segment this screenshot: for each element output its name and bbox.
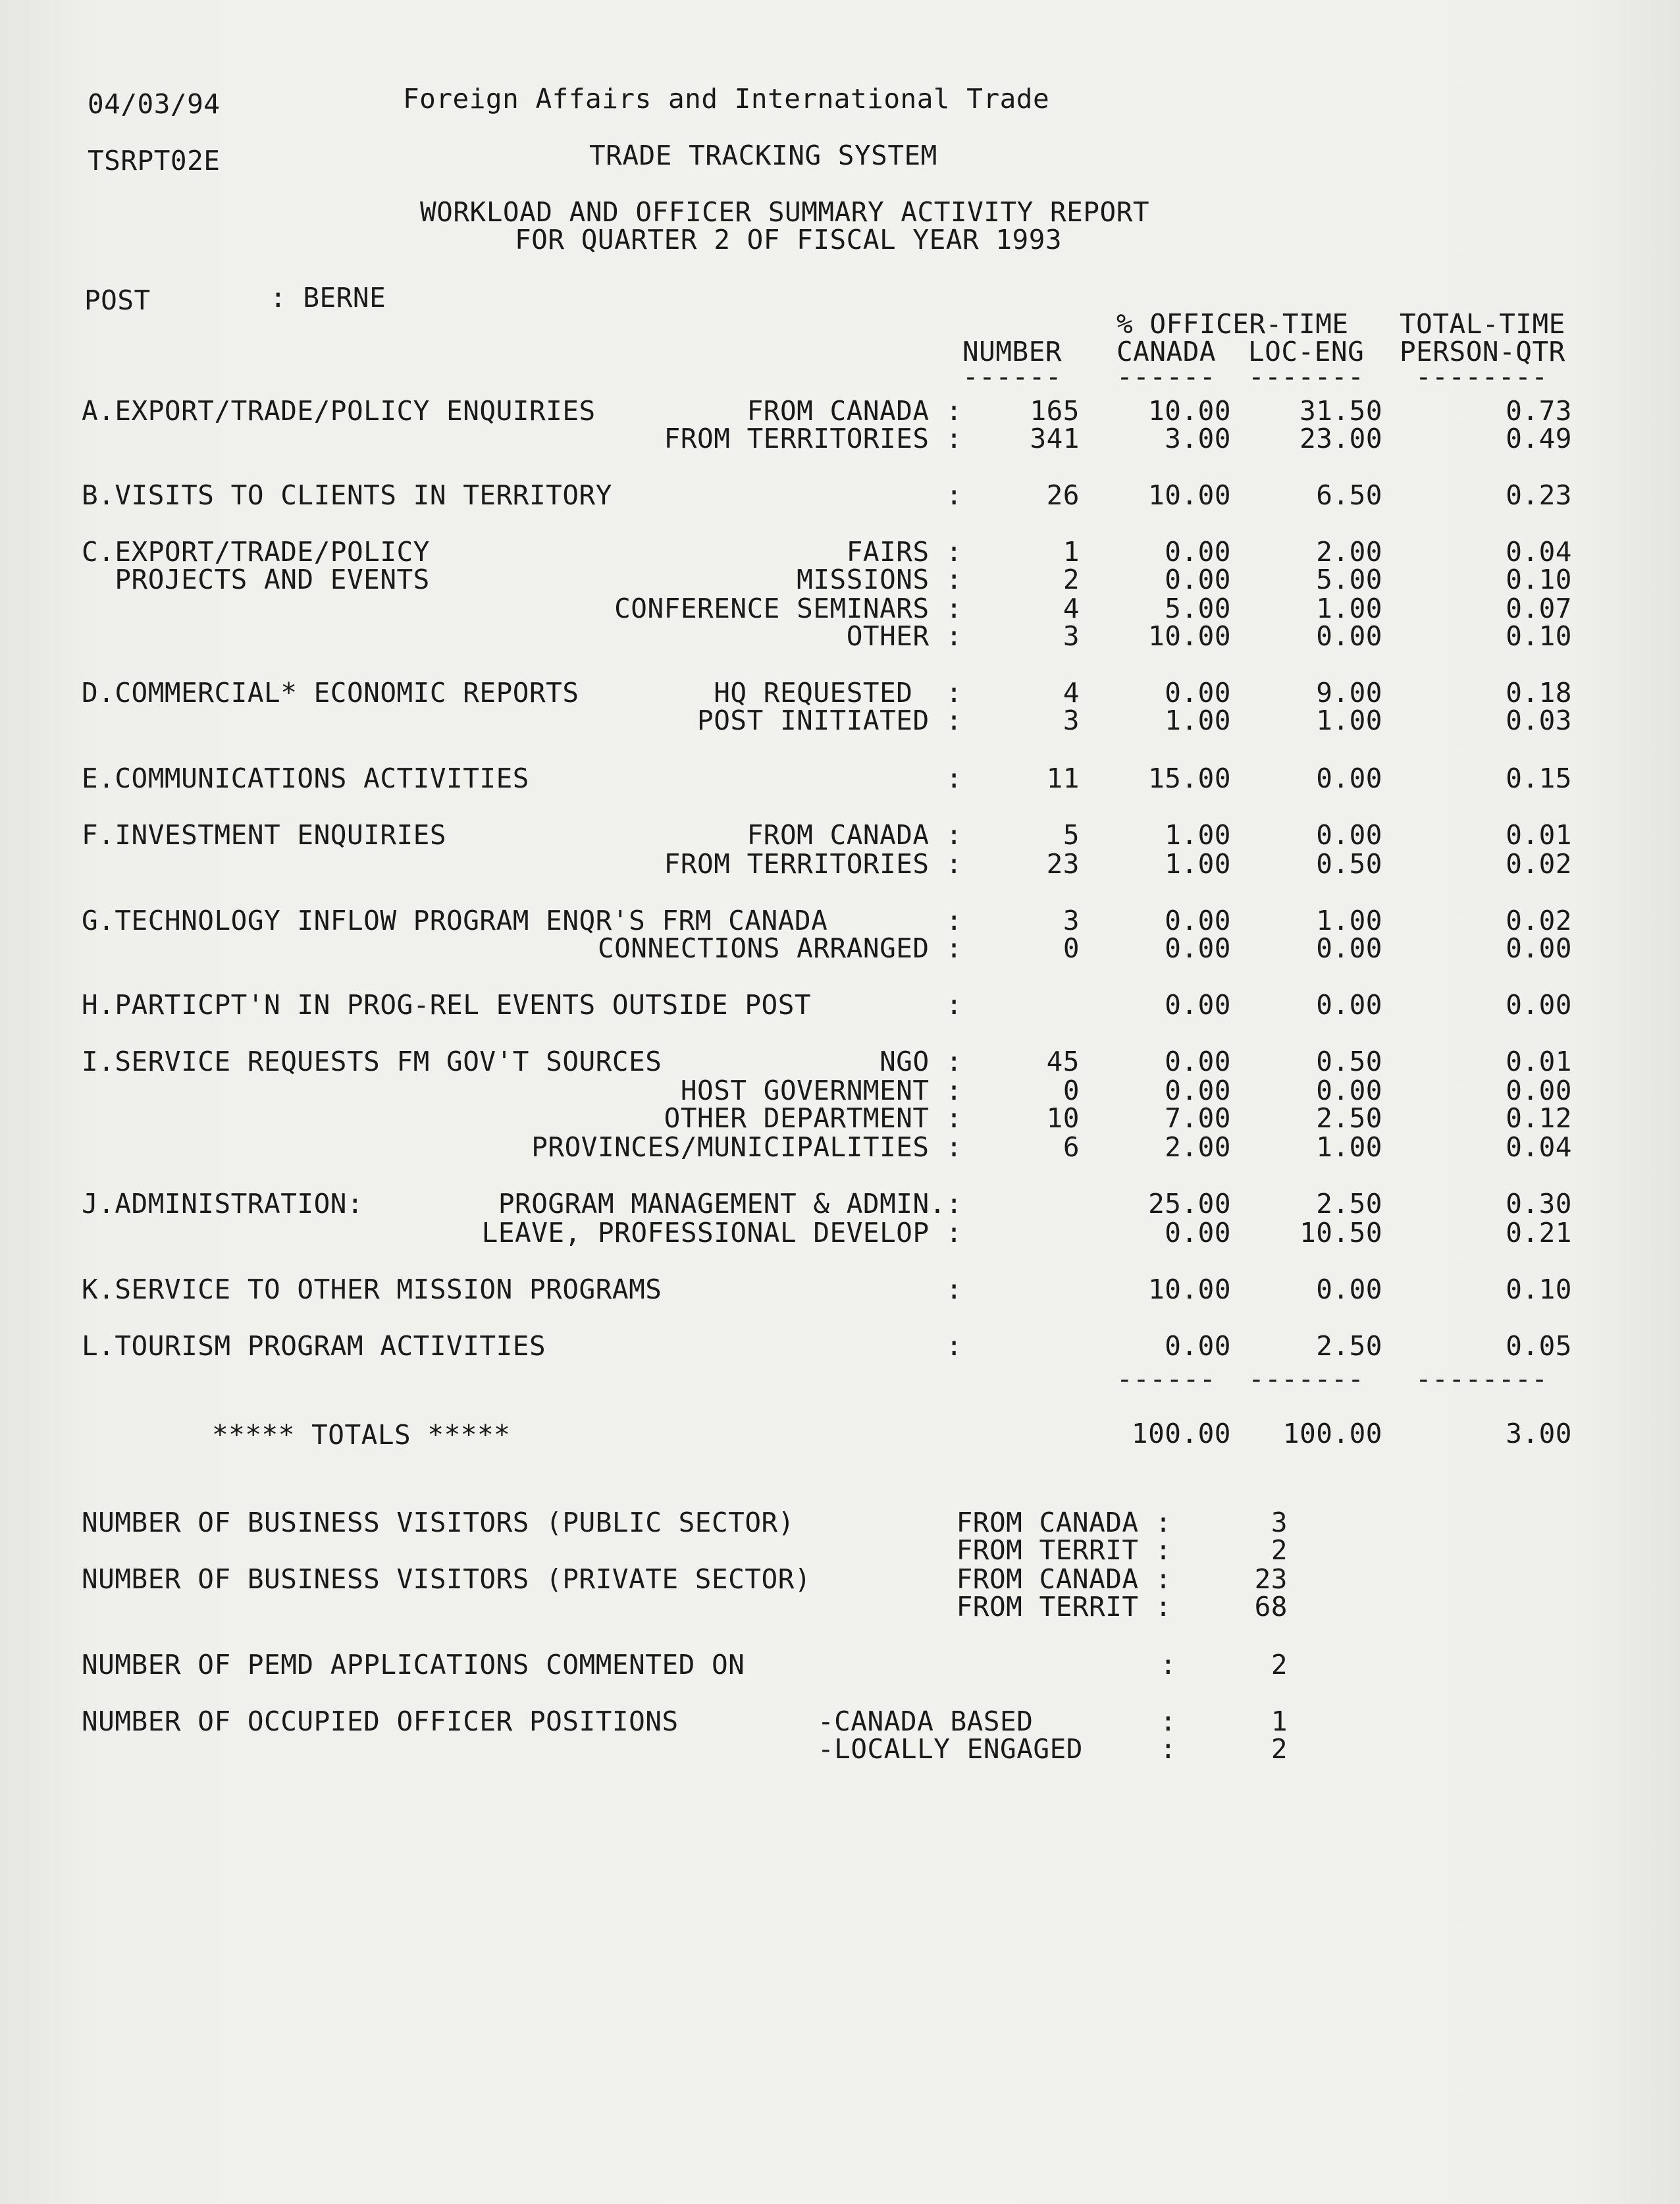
totals-canada: 100.00: [1131, 1418, 1231, 1449]
row-number: 0: [1063, 932, 1080, 964]
row-loc-eng-pct: 6.50: [1316, 479, 1382, 511]
row-sub-label: FROM CANADA :: [747, 819, 962, 851]
visitors-origin: FROM CANADA :: [956, 1563, 1172, 1595]
row-canada-pct: 0.00: [1165, 1330, 1231, 1362]
row-sub-label: HOST GOVERNMENT :: [680, 1075, 962, 1106]
row-sub-label: PROVINCES/MUNICIPALITIES :: [531, 1131, 962, 1163]
row-person-qtr: 0.18: [1506, 677, 1572, 709]
row-person-qtr: 0.04: [1506, 1131, 1572, 1163]
row-person-qtr: 0.23: [1506, 479, 1572, 511]
row-sub-label: LEAVE, PROFESSIONAL DEVELOP :: [481, 1217, 962, 1249]
row-label: D.COMMERCIAL* ECONOMIC REPORTS: [82, 677, 579, 709]
row-canada-pct: 5.00: [1165, 593, 1231, 624]
row-number: 5: [1063, 819, 1080, 851]
row-canada-pct: 1.00: [1165, 819, 1231, 851]
row-person-qtr: 0.10: [1506, 1274, 1572, 1305]
row-number: 3: [1063, 705, 1080, 736]
row-number: 165: [1030, 395, 1080, 427]
row-sub-label: FROM TERRITORIES :: [664, 848, 962, 880]
row-canada-pct: 0.00: [1165, 932, 1231, 964]
row-number: 1: [1063, 536, 1080, 568]
row-label: I.SERVICE REQUESTS FM GOV'T SOURCES: [82, 1046, 662, 1077]
row-number: 26: [1046, 479, 1080, 511]
row-sub-label: :: [945, 989, 962, 1021]
row-number: 10: [1046, 1102, 1080, 1134]
report-code: TSRPT02E: [88, 145, 221, 176]
visitors-origin: FROM TERRIT :: [956, 1591, 1172, 1623]
row-person-qtr: 0.02: [1506, 848, 1572, 880]
row-person-qtr: 0.02: [1506, 905, 1572, 936]
row-label: PROJECTS AND EVENTS: [82, 564, 430, 595]
row-canada-pct: 3.00: [1165, 423, 1231, 454]
row-person-qtr: 0.49: [1506, 423, 1572, 454]
positions-canada-based: -CANADA BASED: [818, 1706, 1034, 1737]
row-label: K.SERVICE TO OTHER MISSION PROGRAMS: [82, 1274, 662, 1305]
row-canada-pct: 0.00: [1165, 989, 1231, 1021]
row-loc-eng-pct: 2.50: [1316, 1188, 1382, 1220]
positions-colon-2: :: [1160, 1733, 1177, 1765]
row-person-qtr: 0.15: [1506, 763, 1572, 794]
row-label: F.INVESTMENT ENQUIRIES: [82, 819, 447, 851]
row-canada-pct: 0.00: [1165, 564, 1231, 595]
row-number: 45: [1046, 1046, 1080, 1077]
row-number: 4: [1063, 677, 1080, 709]
row-number: 23: [1046, 848, 1080, 880]
visitors-count: 2: [1271, 1534, 1288, 1566]
row-canada-pct: 7.00: [1165, 1102, 1231, 1134]
positions-locally-engaged-value: 2: [1271, 1733, 1288, 1765]
row-canada-pct: 2.00: [1165, 1131, 1231, 1163]
row-loc-eng-pct: 0.00: [1316, 819, 1382, 851]
report-subtitle: FOR QUARTER 2 OF FISCAL YEAR 1993: [515, 224, 1063, 255]
row-label: L.TOURISM PROGRAM ACTIVITIES: [82, 1330, 546, 1362]
row-person-qtr: 0.00: [1506, 989, 1572, 1021]
row-loc-eng-pct: 31.50: [1299, 395, 1382, 427]
visitors-count: 3: [1271, 1507, 1288, 1538]
row-label: C.EXPORT/TRADE/POLICY: [82, 536, 430, 568]
row-canada-pct: 10.00: [1148, 620, 1231, 652]
totals-label: ***** TOTALS *****: [212, 1419, 511, 1451]
row-loc-eng-pct: 2.50: [1316, 1330, 1382, 1362]
row-number: 3: [1063, 905, 1080, 936]
row-person-qtr: 0.00: [1506, 1075, 1572, 1106]
number-underline: ------: [962, 361, 1063, 392]
loc-eng-underline: -------: [1248, 361, 1365, 392]
number-header: NUMBER: [962, 336, 1063, 367]
row-loc-eng-pct: 0.00: [1316, 932, 1382, 964]
positions-locally-engaged: -LOCALLY ENGAGED: [818, 1733, 1083, 1765]
row-person-qtr: 0.05: [1506, 1330, 1572, 1362]
row-sub-label: FROM CANADA :: [747, 395, 962, 427]
row-canada-pct: 10.00: [1148, 395, 1231, 427]
row-loc-eng-pct: 0.50: [1316, 1046, 1382, 1077]
loc-eng-header: LOC-ENG: [1248, 336, 1365, 367]
row-sub-label: :: [945, 763, 962, 794]
canada-header: CANADA: [1116, 336, 1217, 367]
loc-eng-total-underline: -------: [1248, 1363, 1365, 1395]
report-title: WORKLOAD AND OFFICER SUMMARY ACTIVITY REPORT: [420, 196, 1150, 228]
row-loc-eng-pct: 2.50: [1316, 1102, 1382, 1134]
row-loc-eng-pct: 0.00: [1316, 620, 1382, 652]
totals-loc-eng: 100.00: [1282, 1418, 1382, 1449]
row-person-qtr: 0.07: [1506, 593, 1572, 624]
row-loc-eng-pct: 2.00: [1316, 536, 1382, 568]
row-canada-pct: 0.00: [1165, 1217, 1231, 1249]
row-loc-eng-pct: 1.00: [1316, 1131, 1382, 1163]
row-sub-label: OTHER :: [846, 620, 962, 652]
row-person-qtr: 0.01: [1506, 1046, 1572, 1077]
row-canada-pct: 0.00: [1165, 1046, 1231, 1077]
pemd-colon: :: [1160, 1649, 1177, 1680]
row-canada-pct: 1.00: [1165, 705, 1231, 736]
row-label: G.TECHNOLOGY INFLOW PROGRAM ENQR'S FRM CANADA: [82, 905, 828, 936]
row-canada-pct: 0.00: [1165, 677, 1231, 709]
positions-colon-1: :: [1160, 1706, 1177, 1737]
report-date: 04/03/94: [88, 88, 221, 120]
person-qtr-header: PERSON-QTR: [1400, 336, 1565, 367]
row-loc-eng-pct: 10.50: [1299, 1217, 1382, 1249]
row-canada-pct: 10.00: [1148, 1274, 1231, 1305]
visitors-count: 68: [1254, 1591, 1288, 1623]
row-canada-pct: 25.00: [1148, 1188, 1231, 1220]
row-canada-pct: 0.00: [1165, 1075, 1231, 1106]
row-number: 4: [1063, 593, 1080, 624]
row-number: 3: [1063, 620, 1080, 652]
row-canada-pct: 10.00: [1148, 479, 1231, 511]
row-person-qtr: 0.10: [1506, 564, 1572, 595]
row-number: 6: [1063, 1131, 1080, 1163]
row-number: 11: [1046, 763, 1080, 794]
row-canada-pct: 15.00: [1148, 763, 1231, 794]
department-name: Foreign Affairs and International Trade: [403, 83, 1050, 115]
row-canada-pct: 1.00: [1165, 848, 1231, 880]
row-label: B.VISITS TO CLIENTS IN TERRITORY: [82, 479, 612, 511]
visitors-origin: FROM TERRIT :: [956, 1534, 1172, 1566]
row-sub-label: :: [945, 479, 962, 511]
row-sub-label: NGO :: [879, 1046, 962, 1077]
row-label: E.COMMUNICATIONS ACTIVITIES: [82, 763, 529, 794]
row-sub-label: HQ REQUESTED :: [714, 677, 962, 709]
row-loc-eng-pct: 1.00: [1316, 705, 1382, 736]
row-loc-eng-pct: 9.00: [1316, 677, 1382, 709]
row-loc-eng-pct: 1.00: [1316, 593, 1382, 624]
visitors-label: NUMBER OF BUSINESS VISITORS (PUBLIC SECTOR): [82, 1507, 795, 1538]
row-loc-eng-pct: 0.00: [1316, 763, 1382, 794]
post-value: : BERNE: [270, 282, 386, 313]
row-person-qtr: 0.04: [1506, 536, 1572, 568]
row-person-qtr: 0.01: [1506, 819, 1572, 851]
row-sub-label: :: [945, 1330, 962, 1362]
row-canada-pct: 0.00: [1165, 536, 1231, 568]
totals-person-qtr: 3.00: [1506, 1418, 1572, 1449]
positions-canada-based-value: 1: [1271, 1706, 1288, 1737]
row-sub-label: CONNECTIONS ARRANGED :: [597, 932, 962, 964]
pemd-label: NUMBER OF PEMD APPLICATIONS COMMENTED ON: [82, 1649, 745, 1680]
row-person-qtr: 0.03: [1506, 705, 1572, 736]
row-canada-pct: 0.00: [1165, 905, 1231, 936]
positions-label: NUMBER OF OCCUPIED OFFICER POSITIONS: [82, 1706, 679, 1737]
row-person-qtr: 0.10: [1506, 620, 1572, 652]
row-person-qtr: 0.73: [1506, 395, 1572, 427]
row-person-qtr: 0.21: [1506, 1217, 1572, 1249]
row-loc-eng-pct: 0.00: [1316, 1274, 1382, 1305]
row-number: 2: [1063, 564, 1080, 595]
row-person-qtr: 0.30: [1506, 1188, 1572, 1220]
visitors-label: NUMBER OF BUSINESS VISITORS (PRIVATE SECTOR): [82, 1563, 812, 1595]
row-loc-eng-pct: 1.00: [1316, 905, 1382, 936]
row-loc-eng-pct: 0.50: [1316, 848, 1382, 880]
row-sub-label: POST INITIATED :: [697, 705, 962, 736]
row-sub-label: PROGRAM MANAGEMENT & ADMIN.:: [498, 1188, 962, 1220]
system-name: TRADE TRACKING SYSTEM: [589, 140, 937, 171]
row-loc-eng-pct: 0.00: [1316, 989, 1382, 1021]
row-sub-label: CONFERENCE SEMINARS :: [614, 593, 962, 624]
visitors-count: 23: [1254, 1563, 1288, 1595]
row-sub-label: MISSIONS :: [797, 564, 962, 595]
row-loc-eng-pct: 5.00: [1316, 564, 1382, 595]
person-qtr-total-underline: --------: [1415, 1363, 1548, 1395]
post-label: POST: [84, 284, 151, 316]
row-loc-eng-pct: 0.00: [1316, 1075, 1382, 1106]
row-sub-label: FAIRS :: [846, 536, 962, 568]
row-label: A.EXPORT/TRADE/POLICY ENQUIRIES: [82, 395, 596, 427]
row-sub-label: :: [945, 1274, 962, 1305]
row-sub-label: :: [945, 905, 962, 936]
person-qtr-underline: --------: [1415, 361, 1548, 392]
visitors-origin: FROM CANADA :: [956, 1507, 1172, 1538]
row-person-qtr: 0.12: [1506, 1102, 1572, 1134]
row-loc-eng-pct: 23.00: [1299, 423, 1382, 454]
row-sub-label: OTHER DEPARTMENT :: [664, 1102, 962, 1134]
row-number: 341: [1030, 423, 1080, 454]
pct-officer-time-header: % OFFICER-TIME: [1116, 308, 1349, 340]
row-number: 0: [1063, 1075, 1080, 1106]
row-person-qtr: 0.00: [1506, 932, 1572, 964]
row-label: J.ADMINISTRATION:: [82, 1188, 364, 1220]
canada-total-underline: ------: [1116, 1363, 1217, 1395]
row-sub-label: FROM TERRITORIES :: [664, 423, 962, 454]
canada-underline: ------: [1116, 361, 1217, 392]
total-time-header: TOTAL-TIME: [1400, 308, 1565, 340]
row-label: H.PARTICPT'N IN PROG-REL EVENTS OUTSIDE POST: [82, 989, 812, 1021]
pemd-value: 2: [1271, 1649, 1288, 1680]
